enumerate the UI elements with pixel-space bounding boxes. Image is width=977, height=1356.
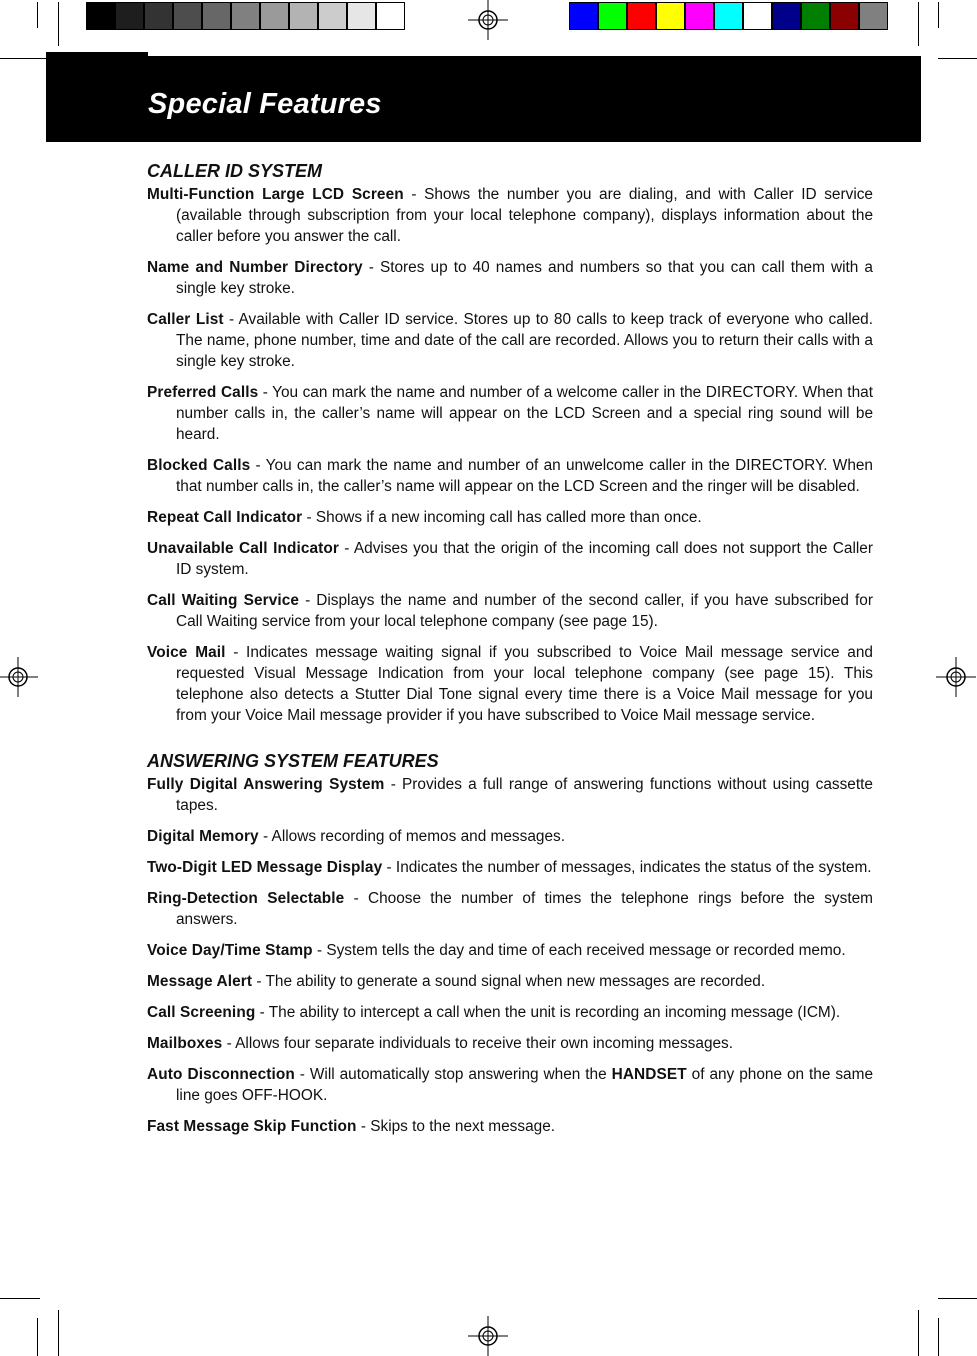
registration-mark-icon [468, 0, 508, 40]
feature-item [147, 826, 873, 847]
color-swatch [569, 2, 598, 30]
caller-id-feature-list [147, 184, 873, 726]
feature-description: - The ability to generate a sound signal when new messages are recorded. [252, 973, 766, 990]
crop-mark [37, 1318, 38, 1356]
feature-name: Fully Digital Answering System [147, 776, 385, 793]
feature-description: - Displays the name and number of the second caller, if you have subscribed for Call Waiting service from your local telephone company (see page 15). [176, 592, 873, 630]
color-swatch [801, 2, 830, 30]
feature-name: Repeat Call Indicator [147, 509, 303, 526]
registration-mark-icon [936, 657, 976, 697]
crop-mark [58, 1310, 59, 1356]
crop-mark [37, 2, 38, 28]
color-swatch [714, 2, 743, 30]
color-swatch [656, 2, 685, 30]
color-swatch [86, 2, 115, 30]
feature-name: Fast Message Skip Function [147, 1118, 357, 1135]
feature-description: - Provides a full range of answering functions without using cassette tapes. [176, 776, 873, 814]
feature-name: Multi-Function Large LCD Screen [147, 186, 404, 203]
feature-name: Voice Day/Time Stamp [147, 942, 313, 959]
feature-item [147, 642, 873, 726]
crop-mark [0, 58, 46, 59]
section-title-answering-system: ANSWERING SYSTEM FEATURES [147, 751, 439, 771]
color-swatch [289, 2, 318, 30]
feature-item [147, 590, 873, 632]
feature-item [147, 971, 873, 992]
answering-system-feature-list [147, 774, 873, 1137]
feature-description: - Available with Caller ID service. Stores up to 80 calls to keep track of everyone who called. The name, phone number, time and date of the call are recorded. Allows you to return their calls with a single key stroke. [176, 311, 874, 370]
color-swatch [830, 2, 859, 30]
registration-mark-icon [468, 1316, 508, 1356]
section-title-caller-id: CALLER ID SYSTEM [147, 161, 323, 181]
feature-name: Auto Disconnection [147, 1066, 295, 1083]
feature-item [147, 507, 873, 528]
feature-item [147, 774, 873, 816]
feature-name: Call Screening [147, 1004, 256, 1021]
feature-description: - You can mark the name and number of a welcome caller in the DIRECTORY. When that number calls in, the caller’s name will appear on the LCD Screen and a special ring sound will be heard. [176, 384, 873, 443]
feature-description: - The ability to intercept a call when the unit is recording an incoming message (ICM). [255, 1004, 841, 1021]
gray-swatch-bar [86, 2, 405, 30]
feature-description: - Allows four separate individuals to receive their own incoming messages. [222, 1035, 734, 1052]
feature-name: Ring-Detection Selectable [147, 890, 345, 907]
feature-description: - System tells the day and time of each received message or recorded memo. [312, 942, 846, 959]
feature-item [147, 184, 873, 247]
color-swatch [231, 2, 260, 30]
feature-name: Mailboxes [147, 1035, 223, 1052]
color-swatch [173, 2, 202, 30]
feature-name: Unavailable Call Indicator [147, 540, 339, 557]
feature-description: - Shows if a new incoming call has called more than once. [302, 509, 702, 526]
crop-mark [938, 1318, 939, 1356]
feature-item [147, 888, 873, 930]
feature-name: Name and Number Directory [147, 259, 363, 276]
feature-name: Message Alert [147, 973, 253, 990]
color-swatch-bar [569, 2, 888, 30]
feature-item [147, 1116, 873, 1137]
feature-name: Voice Mail [147, 644, 226, 661]
feature-description: of any phone on the same line goes OFF-HOOK. [176, 1066, 873, 1104]
crop-mark [58, 2, 59, 46]
feature-name: Call Waiting Service [147, 592, 300, 609]
feature-keyword: HANDSET [611, 1066, 687, 1083]
feature-item [147, 309, 873, 372]
feature-name: Caller List [147, 311, 224, 328]
color-swatch [144, 2, 173, 30]
color-swatch [598, 2, 627, 30]
feature-description: - Skips to the next message. [356, 1118, 556, 1135]
feature-description: - Choose the number of times the telephone rings before the system answers. [176, 890, 873, 928]
crop-mark [938, 58, 977, 59]
feature-item [147, 1064, 873, 1106]
feature-name: Blocked Calls [147, 457, 251, 474]
feature-description: - You can mark the name and number of an unwelcome caller in the DIRECTORY. When that number calls in, the caller’s name will appear on the LCD Screen and the ringer will be disabled. [176, 457, 873, 495]
feature-description: - Indicates the number of messages, indicates the status of the system. [382, 859, 872, 876]
feature-item [147, 455, 873, 497]
color-swatch [202, 2, 231, 30]
feature-name: Digital Memory [147, 828, 259, 845]
crop-mark [918, 2, 919, 46]
color-swatch [743, 2, 772, 30]
color-swatch [627, 2, 656, 30]
feature-name: Two-Digit LED Message Display [147, 859, 383, 876]
feature-item [147, 538, 873, 580]
crop-mark [938, 1298, 977, 1299]
feature-content [147, 160, 873, 1147]
color-swatch [260, 2, 289, 30]
feature-item [147, 1033, 873, 1054]
color-swatch [859, 2, 888, 30]
feature-description: - Advises you that the origin of the incoming call does not support the Caller ID system. [176, 540, 873, 578]
color-swatch [347, 2, 376, 30]
feature-item [147, 857, 873, 878]
feature-name: Preferred Calls [147, 384, 259, 401]
feature-item [147, 940, 873, 961]
feature-description: - Stores up to 40 names and numbers so that you can call them with a single key stroke. [176, 259, 873, 297]
feature-item [147, 382, 873, 445]
feature-description: - Indicates message waiting signal if you subscribed to Voice Mail message service and requested Visual Message Indication from your local telephone company (see page 15). This telephone also detects a Stutter Dial Tone signal every time there is a Voice Mail message for you from your Voice Mail message provider if you have subscribed to Voice Mail message service. [176, 644, 873, 724]
color-swatch [115, 2, 144, 30]
crop-mark [918, 1310, 919, 1356]
feature-description: - Will automatically stop answering when the [294, 1066, 612, 1083]
feature-item [147, 257, 873, 299]
feature-description: - Shows the number you are dialing, and with Caller ID service (available through subscription from your local telephone company), displays information about the caller before you answer the call. [176, 186, 873, 245]
crop-mark [938, 2, 939, 28]
color-swatch [772, 2, 801, 30]
color-swatch [376, 2, 405, 30]
color-swatch [318, 2, 347, 30]
crop-mark [0, 1298, 40, 1299]
color-swatch [685, 2, 714, 30]
registration-mark-icon [0, 657, 38, 697]
feature-item [147, 1002, 873, 1023]
page-title: Special Features [148, 88, 382, 120]
feature-description: - Allows recording of memos and messages. [258, 828, 565, 845]
